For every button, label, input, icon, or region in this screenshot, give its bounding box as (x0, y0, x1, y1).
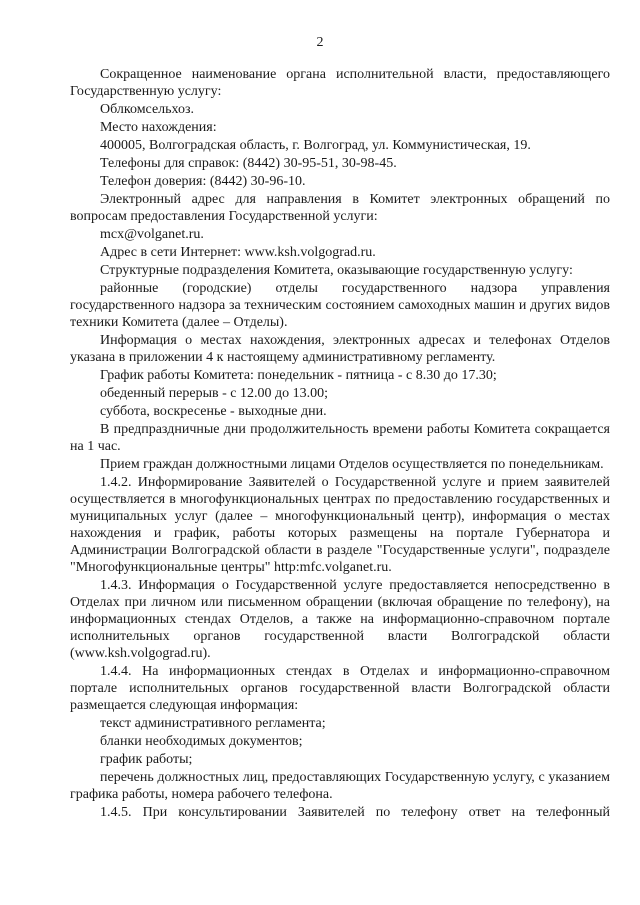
paragraph-list-schedule: график работы; (100, 752, 193, 767)
page-number: 2 (316, 35, 324, 50)
paragraph-organ: Облкомсельхоз. (100, 102, 195, 117)
paragraph-email: mcx@volganet.ru. (100, 227, 204, 242)
paragraph-divisions-label: Структурные подразделения Комитета, оказывающие государственную услугу: (100, 263, 573, 278)
paragraph-trust-phone: Телефон доверия: (8442) 30-96-10. (100, 174, 306, 189)
document-body (70, 66, 610, 821)
paragraph-website: Адрес в сети Интернет: www.ksh.volgograd.ru. (100, 245, 376, 260)
paragraph-list-regulation: текст административного регламента; (100, 716, 326, 731)
paragraph-1-4-5: 1.4.5. При консультировании Заявителей по телефону ответ на телефонный (100, 805, 610, 820)
paragraph-email-label: Электронный адрес для направления в Комитет электронных обращений по вопросам предоставления Государственной услуги: (70, 192, 610, 224)
paragraph-lunch: обеденный перерыв - с 12.00 до 13.00; (100, 386, 329, 401)
paragraph-list-forms: бланки необходимых документов; (100, 734, 303, 749)
paragraph-reception: Прием граждан должностными лицами Отделов осуществляется по понедельникам. (100, 457, 604, 472)
paragraph-location-label: Место нахождения: (100, 120, 217, 135)
paragraph-schedule: График работы Комитета: понедельник - пятница - с 8.30 до 17.30; (100, 368, 497, 383)
paragraph-holiday: В предпраздничные дни продолжительность времени работы Комитета сокращается на 1 час. (70, 422, 610, 454)
paragraph-short-name: Сокращенное наименование органа исполнительной власти, предоставляющего Государственную услугу: (70, 67, 610, 99)
paragraph-1-4-3: 1.4.3. Информация о Государственной услуге предоставляется непосредственно в Отделах при личном или письменном обращении (включая обращение по телефону), на информационных стендах Отделов, а также на информационно-справочном портале исполнительных органов государственной власти Волгоградской области (www.ksh.volgograd.ru). (70, 578, 610, 661)
paragraph-info-locations: Информация о местах нахождения, электронных адресах и телефонах Отделов указана в приложении 4 к настоящему административному регламенту. (70, 333, 610, 365)
paragraph-weekend: суббота, воскресенье - выходные дни. (100, 404, 327, 419)
paragraph-list-officials: перечень должностных лиц, предоставляющих Государственную услугу, с указанием графика работы, номера рабочего телефона. (70, 770, 610, 802)
paragraph-address: 400005, Волгоградская область, г. Волгоград, ул. Коммунистическая, 19. (100, 138, 531, 153)
paragraph-1-4-4: 1.4.4. На информационных стендах в Отделах и информационно-справочном портале исполнительных органов государственной власти Волгоградской области размещается следующая информация: (70, 664, 610, 713)
paragraph-phones: Телефоны для справок: (8442) 30-95-51, 30-98-45. (100, 156, 397, 171)
paragraph-1-4-2: 1.4.2. Информирование Заявителей о Государственной услуге и прием заявителей осуществляется в многофункциональных центрах по предоставлению государственных и муниципальных услуг (далее – многофункциональный центр), информация о местах нахождения и график, работы которых размещены на портале Губернатора и Администрации Волгоградской области в разделе "Государственные услуги", подразделе "Многофункциональные центры" http:mfc.volganet.ru. (70, 475, 610, 575)
paragraph-divisions: районные (городские) отделы государственного надзора управления государственного надзора за техническим состоянием самоходных машин и других видов техники Комитета (далее – Отделы). (70, 281, 610, 330)
